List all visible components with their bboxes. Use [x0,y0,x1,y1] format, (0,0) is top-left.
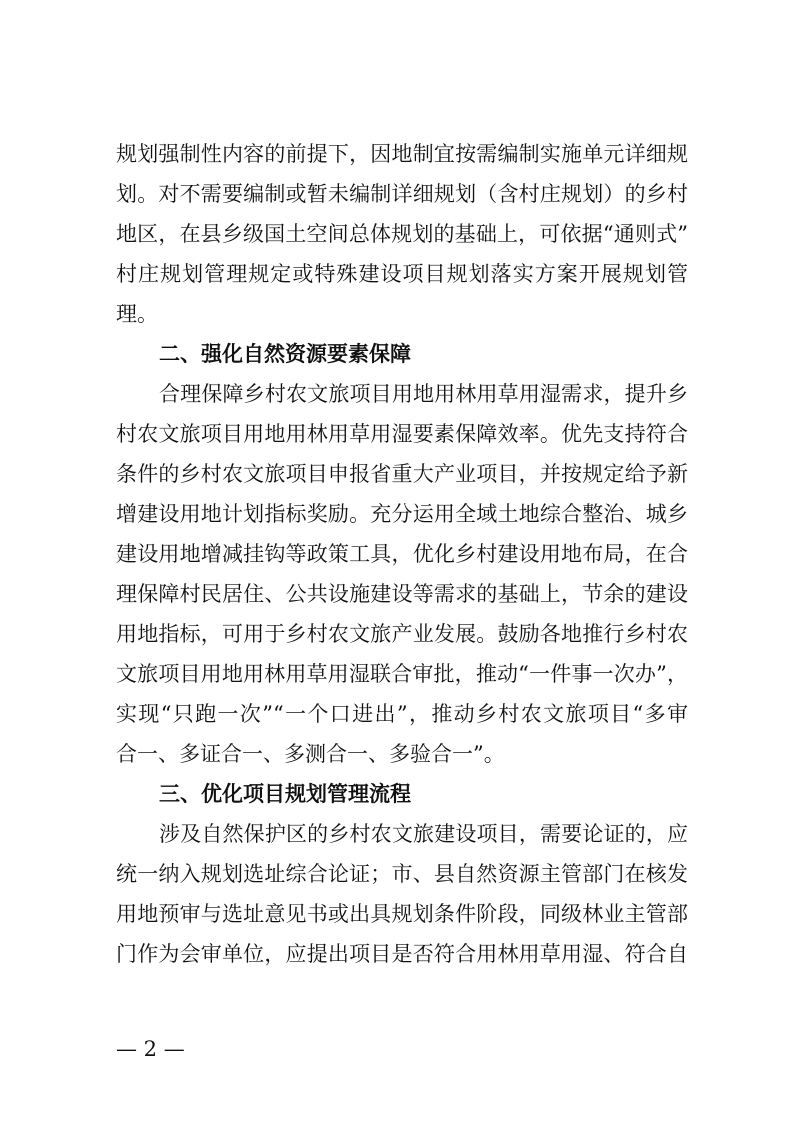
section-heading-3: 三、优化项目规划管理流程 [159,782,411,806]
paragraph-line: 增建设用地计划指标奖励。充分运用全域土地综合整治、城乡 [116,502,688,526]
section-heading-2: 二、强化自然资源要素保障 [159,342,411,366]
paragraph-line: 划。对不需要编制或暂未编制详细规划（含村庄规划）的乡村 [116,182,688,206]
paragraph-line: 理保障村民居住、公共设施建设等需求的基础上，节余的建设 [116,582,688,606]
document-body [116,134,688,974]
paragraph-line: 合一、多证合一、多测合一、多验合一”。 [116,742,505,766]
paragraph-line: 合理保障乡村农文旅项目用地用林用草用湿需求，提升乡 [159,382,688,406]
paragraph-line: 理。 [116,302,158,326]
page-number: — 2 — [116,1037,185,1061]
paragraph-line: 村庄规划管理规定或特殊建设项目规划落实方案开展规划管 [116,262,688,286]
paragraph-line: 条件的乡村农文旅项目申报省重大产业项目，并按规定给予新 [116,462,688,486]
paragraph-line: 用地指标，可用于乡村农文旅产业发展。鼓励各地推行乡村农 [116,622,688,646]
paragraph-line: 建设用地增减挂钩等政策工具，优化乡村建设用地布局，在合 [116,542,688,566]
paragraph-line: 门作为会审单位，应提出项目是否符合用林用草用湿、符合自 [116,942,688,966]
paragraph-line: 实现“只跑一次”“一个口进出”，推动乡村农文旅项目“多审 [116,702,688,726]
paragraph-line: 地区，在县乡级国土空间总体规划的基础上，可依据“通则式” [116,222,688,246]
paragraph-line: 规划强制性内容的前提下，因地制宜按需编制实施单元详细规 [116,142,688,166]
paragraph-2 [116,374,688,774]
paragraph-line: 村农文旅项目用地用林用草用湿要素保障效率。优先支持符合 [116,422,688,446]
paragraph-line: 统一纳入规划选址综合论证；市、县自然资源主管部门在核发 [116,862,688,886]
paragraph-line: 涉及自然保护区的乡村农文旅建设项目，需要论证的，应 [159,822,688,846]
paragraph-line: 用地预审与选址意见书或出具规划条件阶段，同级林业主管部 [116,902,688,926]
paragraph-1 [116,134,688,334]
paragraph-3 [116,814,688,974]
paragraph-line: 文旅项目用地用林用草用湿联合审批，推动“一件事一次办”， [116,662,688,686]
